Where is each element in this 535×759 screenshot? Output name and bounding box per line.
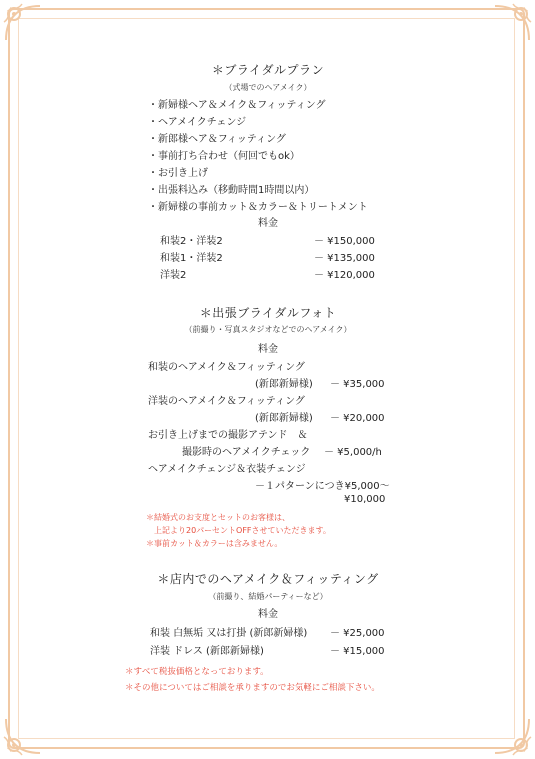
price-value: － ¥120,000 — [314, 270, 375, 281]
price-heading: 料金 — [258, 344, 278, 355]
photo-row: ヘアメイクチェンジ＆衣装チェンジ — [148, 464, 306, 475]
price-value: － ¥150,000 — [314, 236, 375, 247]
photo-row: 撮影時のヘアメイクチェック — [182, 447, 311, 458]
photo-row: 洋装のヘアメイク＆フィッティング — [148, 396, 305, 407]
photo-row: 和装のヘアメイク＆フィッティング — [148, 362, 305, 373]
list-item: ・ヘアメイクチェンジ — [148, 117, 247, 128]
photo-subtitle: （前撮り・写真スタジオなどでのヘアメイク） — [184, 325, 352, 334]
list-item: ・お引き上げ — [148, 168, 208, 179]
corner-ornament-icon — [489, 713, 535, 759]
list-item: ・新婦様の事前カット＆カラー＆トリートメント — [148, 202, 368, 213]
list-item: ・新婦様ヘア＆メイク＆フィッティング — [148, 100, 326, 111]
note-text: 上記より20パーセントOFFさせていただきます。 — [154, 526, 331, 535]
price-value: － ¥5,000/h — [324, 447, 382, 458]
price-heading: 料金 — [258, 218, 278, 229]
price-heading: 料金 — [258, 609, 278, 620]
price-value: － ¥35,000 — [330, 379, 385, 390]
price-value: －１パターンにつき¥5,000〜 — [255, 481, 390, 492]
bridal-subtitle: （式場でのヘアメイク） — [224, 83, 312, 92]
price-value: － ¥25,000 — [330, 628, 385, 639]
footer-note: ＊すべて税抜価格となっております。 — [125, 667, 269, 677]
price-value: － ¥20,000 — [330, 413, 385, 424]
footer-note: ＊その他についてはご相談を承りますのでお気軽にご相談下さい。 — [125, 683, 380, 693]
list-item: ・新郎様ヘア＆フィッティング — [148, 134, 286, 145]
list-item: ・出張料込み（移動時間1時間以内） — [148, 185, 315, 196]
photo-row: (新郎新婦様) — [255, 413, 313, 424]
store-subtitle: （前撮り、結婚パーティーなど） — [208, 592, 328, 601]
price-label: 洋装 ドレス (新郎新婦様) — [150, 646, 264, 657]
price-label: 和装 白無垢 又は打掛 (新郎新婦様) — [150, 628, 308, 639]
price-label: 洋装2 — [160, 270, 187, 281]
bridal-title: ＊ブライダルプラン — [211, 63, 325, 77]
list-item: ・事前打ち合わせ（何回でもok） — [148, 151, 300, 162]
price-value: ¥10,000 — [344, 494, 386, 505]
corner-ornament-icon — [489, 0, 535, 46]
photo-row: (新郎新婦様) — [255, 379, 313, 390]
photo-title: ＊出張ブライダルフォト — [199, 306, 337, 320]
corner-ornament-icon — [0, 0, 46, 46]
store-title: ＊店内でのヘアメイク＆フィッティング — [157, 572, 379, 586]
note-text: ＊結婚式のお支度とセットのお客様は、 — [146, 513, 290, 522]
corner-ornament-icon — [0, 713, 46, 759]
price-label: 和装1・洋装2 — [160, 253, 223, 264]
photo-row: お引き上げまでの撮影アテンド ＆ — [148, 430, 308, 441]
price-value: － ¥135,000 — [314, 253, 375, 264]
price-value: － ¥15,000 — [330, 646, 385, 657]
note-text: ＊事前カット＆カラーは含みません。 — [146, 539, 283, 548]
price-label: 和装2・洋装2 — [160, 236, 223, 247]
